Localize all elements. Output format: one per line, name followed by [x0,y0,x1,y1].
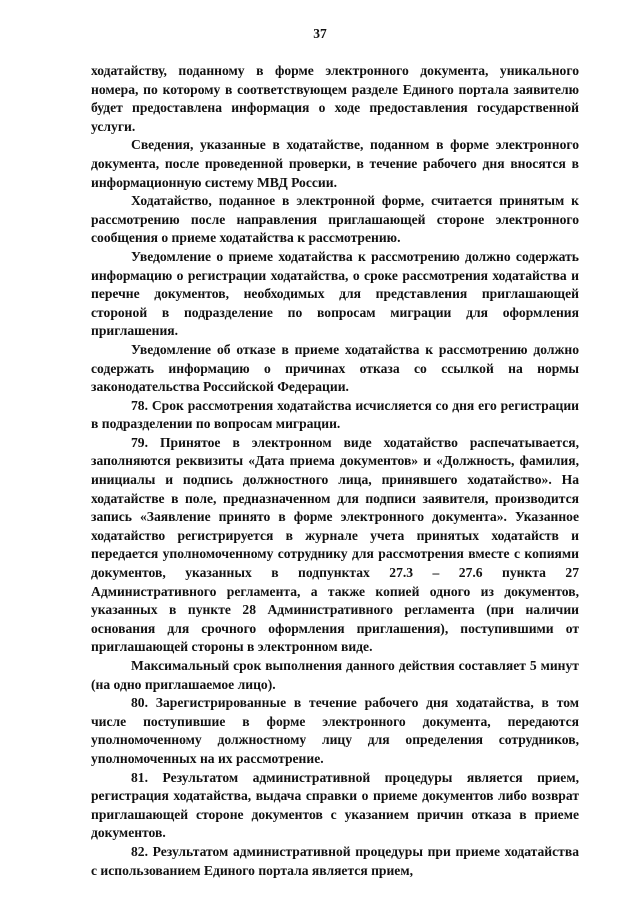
page-number: 37 [313,26,327,41]
document-body [91,62,579,880]
paragraph-item-79: 79. Принятое в электронном виде ходатайство распечатывается, заполняются реквизиты «Дата приема документов» и «Должность, фамилия, инициалы и подпись должностного лица, принявшего ходатайство». На ходатайстве в поле, предназначенном для подписи заявителя, производится запись «Заявление принято в форме электронного документа». Указанное ходатайство регистрируется в журнале учета принятых ходатайств и передается уполномоченному сотруднику для рассмотрения вместе с копиями документов, указанных в подпунктах 27.3 – 27.6 пункта 27 Административного регламента, а также копией одного из документов, указанных в пункте 28 Административного регламента (при наличии основания для срочного оформления приглашения), поступившими от приглашающей стороны в электронном виде. [91,434,579,655]
paragraph: Уведомление о приеме ходатайства к рассмотрению должно содержать информацию о регистрации ходатайства, о сроке рассмотрения ходатайства и перечне документов, необходимых для представления приглашающей стороной в подразделение по вопросам миграции для оформления приглашения. [91,248,579,339]
paragraph-item-78: 78. Срок рассмотрения ходатайства исчисляется со дня его регистрации в подразделении по вопросам миграции. [91,397,579,432]
paragraph: Уведомление об отказе в приеме ходатайства к рассмотрению должно содержать информацию о причинах отказа со ссылкой на нормы законодательства Российской Федерации. [91,341,579,395]
paragraph-continuation: ходатайству, поданному в форме электронного документа, уникального номера, по которому в соответствующем разделе Единого портала заявителю будет предоставлена информация о ходе предоставления государственной услуги. [91,63,579,134]
paragraph: Ходатайство, поданное в электронной форме, считается принятым к рассмотрению после направления приглашающей стороне электронного сообщения о приеме ходатайства к рассмотрению. [91,193,579,246]
paragraph-item-81: 81. Результатом административной процедуры является прием, регистрация ходатайства, выдача справки о приеме документов либо возврат приглашающей стороне документов с указанием причин отказа в приеме документов. [91,769,579,841]
paragraph: Максимальный срок выполнения данного действия составляет 5 минут (на одно приглашаемое лицо). [91,658,579,692]
paragraph-item-80: 80. Зарегистрированные в течение рабочего дня ходатайства, в том числе поступившие в форме электронного документа, передаются уполномоченному должностному лицу для определения сотрудников, уполномоченных на их рассмотрение. [91,695,579,766]
paragraph-item-82: 82. Результатом административной процедуры при приеме ходатайства с использованием Единого портала является прием, [91,843,579,878]
paragraph: Сведения, указанные в ходатайстве, поданном в форме электронного документа, после проведенной проверки, в течение рабочего дня вносятся в информационную систему МВД России. [91,137,579,190]
